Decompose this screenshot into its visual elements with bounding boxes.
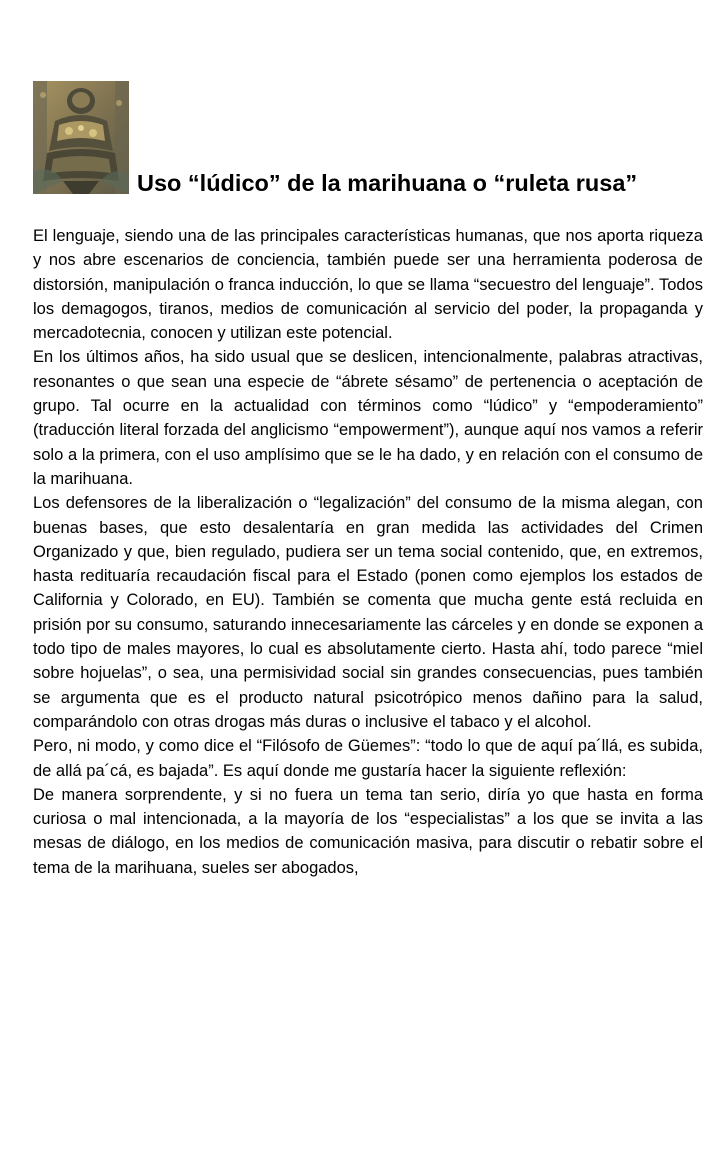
article-body (33, 224, 703, 880)
paragraph-2: En los últimos años, ha sido usual que se deslicen, intencionalmente, palabras atractivas, resonantes o que sean una especie de “ábrete sésamo” de pertenencia o aceptación de grupo. Tal ocurre en la actualidad con términos como “lúdico” y “empoderamiento” (traducción literal forzada del anglicismo “empowerment”), aunque aquí nos vamos a referir solo a la primera, con el uso amplísimo que se le ha dado, y en relación con el consumo de la marihuana. (33, 348, 703, 488)
article-title: Uso “lúdico” de la marihuana o “ruleta rusa” (137, 170, 638, 196)
paragraph-1: El lenguaje, siendo una de las principales características humanas, que nos aporta riqueza y nos abre escenarios de conciencia, también puede ser una herramienta poderosa de distorsión, manipulación o franca inducción, lo que se llama “secuestro del lenguaje”. Todos los demagogos, tiranos, medios de comunicación al servicio del poder, la propaganda y mercadotecnia, conocen y utilizan este potencial. (33, 227, 703, 343)
paragraph-4: Pero, ni modo, y como dice el “Filósofo de Güemes”: “todo lo que de aquí pa´llá, es subida, de allá pa´cá, es bajada”. Es aquí donde me gustaría hacer la siguiente reflexión: (33, 737, 703, 780)
paragraph-5: De manera sorprendente, y si no fuera un tema tan serio, diría yo que hasta en forma curiosa o mal intencionada, a la mayoría de los “especialistas” a los que se invita a las mesas de diálogo, en los medios de comunicación masiva, para discutir o rebatir sobre el tema de la marihuana, sueles ser abogados, (33, 785, 703, 877)
article-header (33, 81, 703, 197)
paragraph-3: Los defensores de la liberalización o “legalización” del consumo de la misma alegan, con buenas bases, que esto desalentaría en gran medida las actividades del Crimen Organizado y que, bien regulado, pudiera ser un tema social contenido, que, en extremos, hasta redituaría recaudación fiscal para el Estado (ponen como ejemplos los estados de California y Colorado, en EU). También se comenta que mucha gente está recluida en prisión por su consumo, saturando innecesariamente las cárceles y en donde se exponen a todo tipo de males mayores, lo cual es absolutamente cierto. Hasta ahí, todo parece “miel sobre hojuelas”, o sea, una permisividad social sin grandes consecuencias, pues también se argumenta que es el producto natural psicotrópico menos dañino para la salud, comparándolo con otras drogas más duras o inclusive el tabaco y el alcohol. (33, 494, 703, 731)
painting-thumbnail-icon (33, 81, 129, 194)
